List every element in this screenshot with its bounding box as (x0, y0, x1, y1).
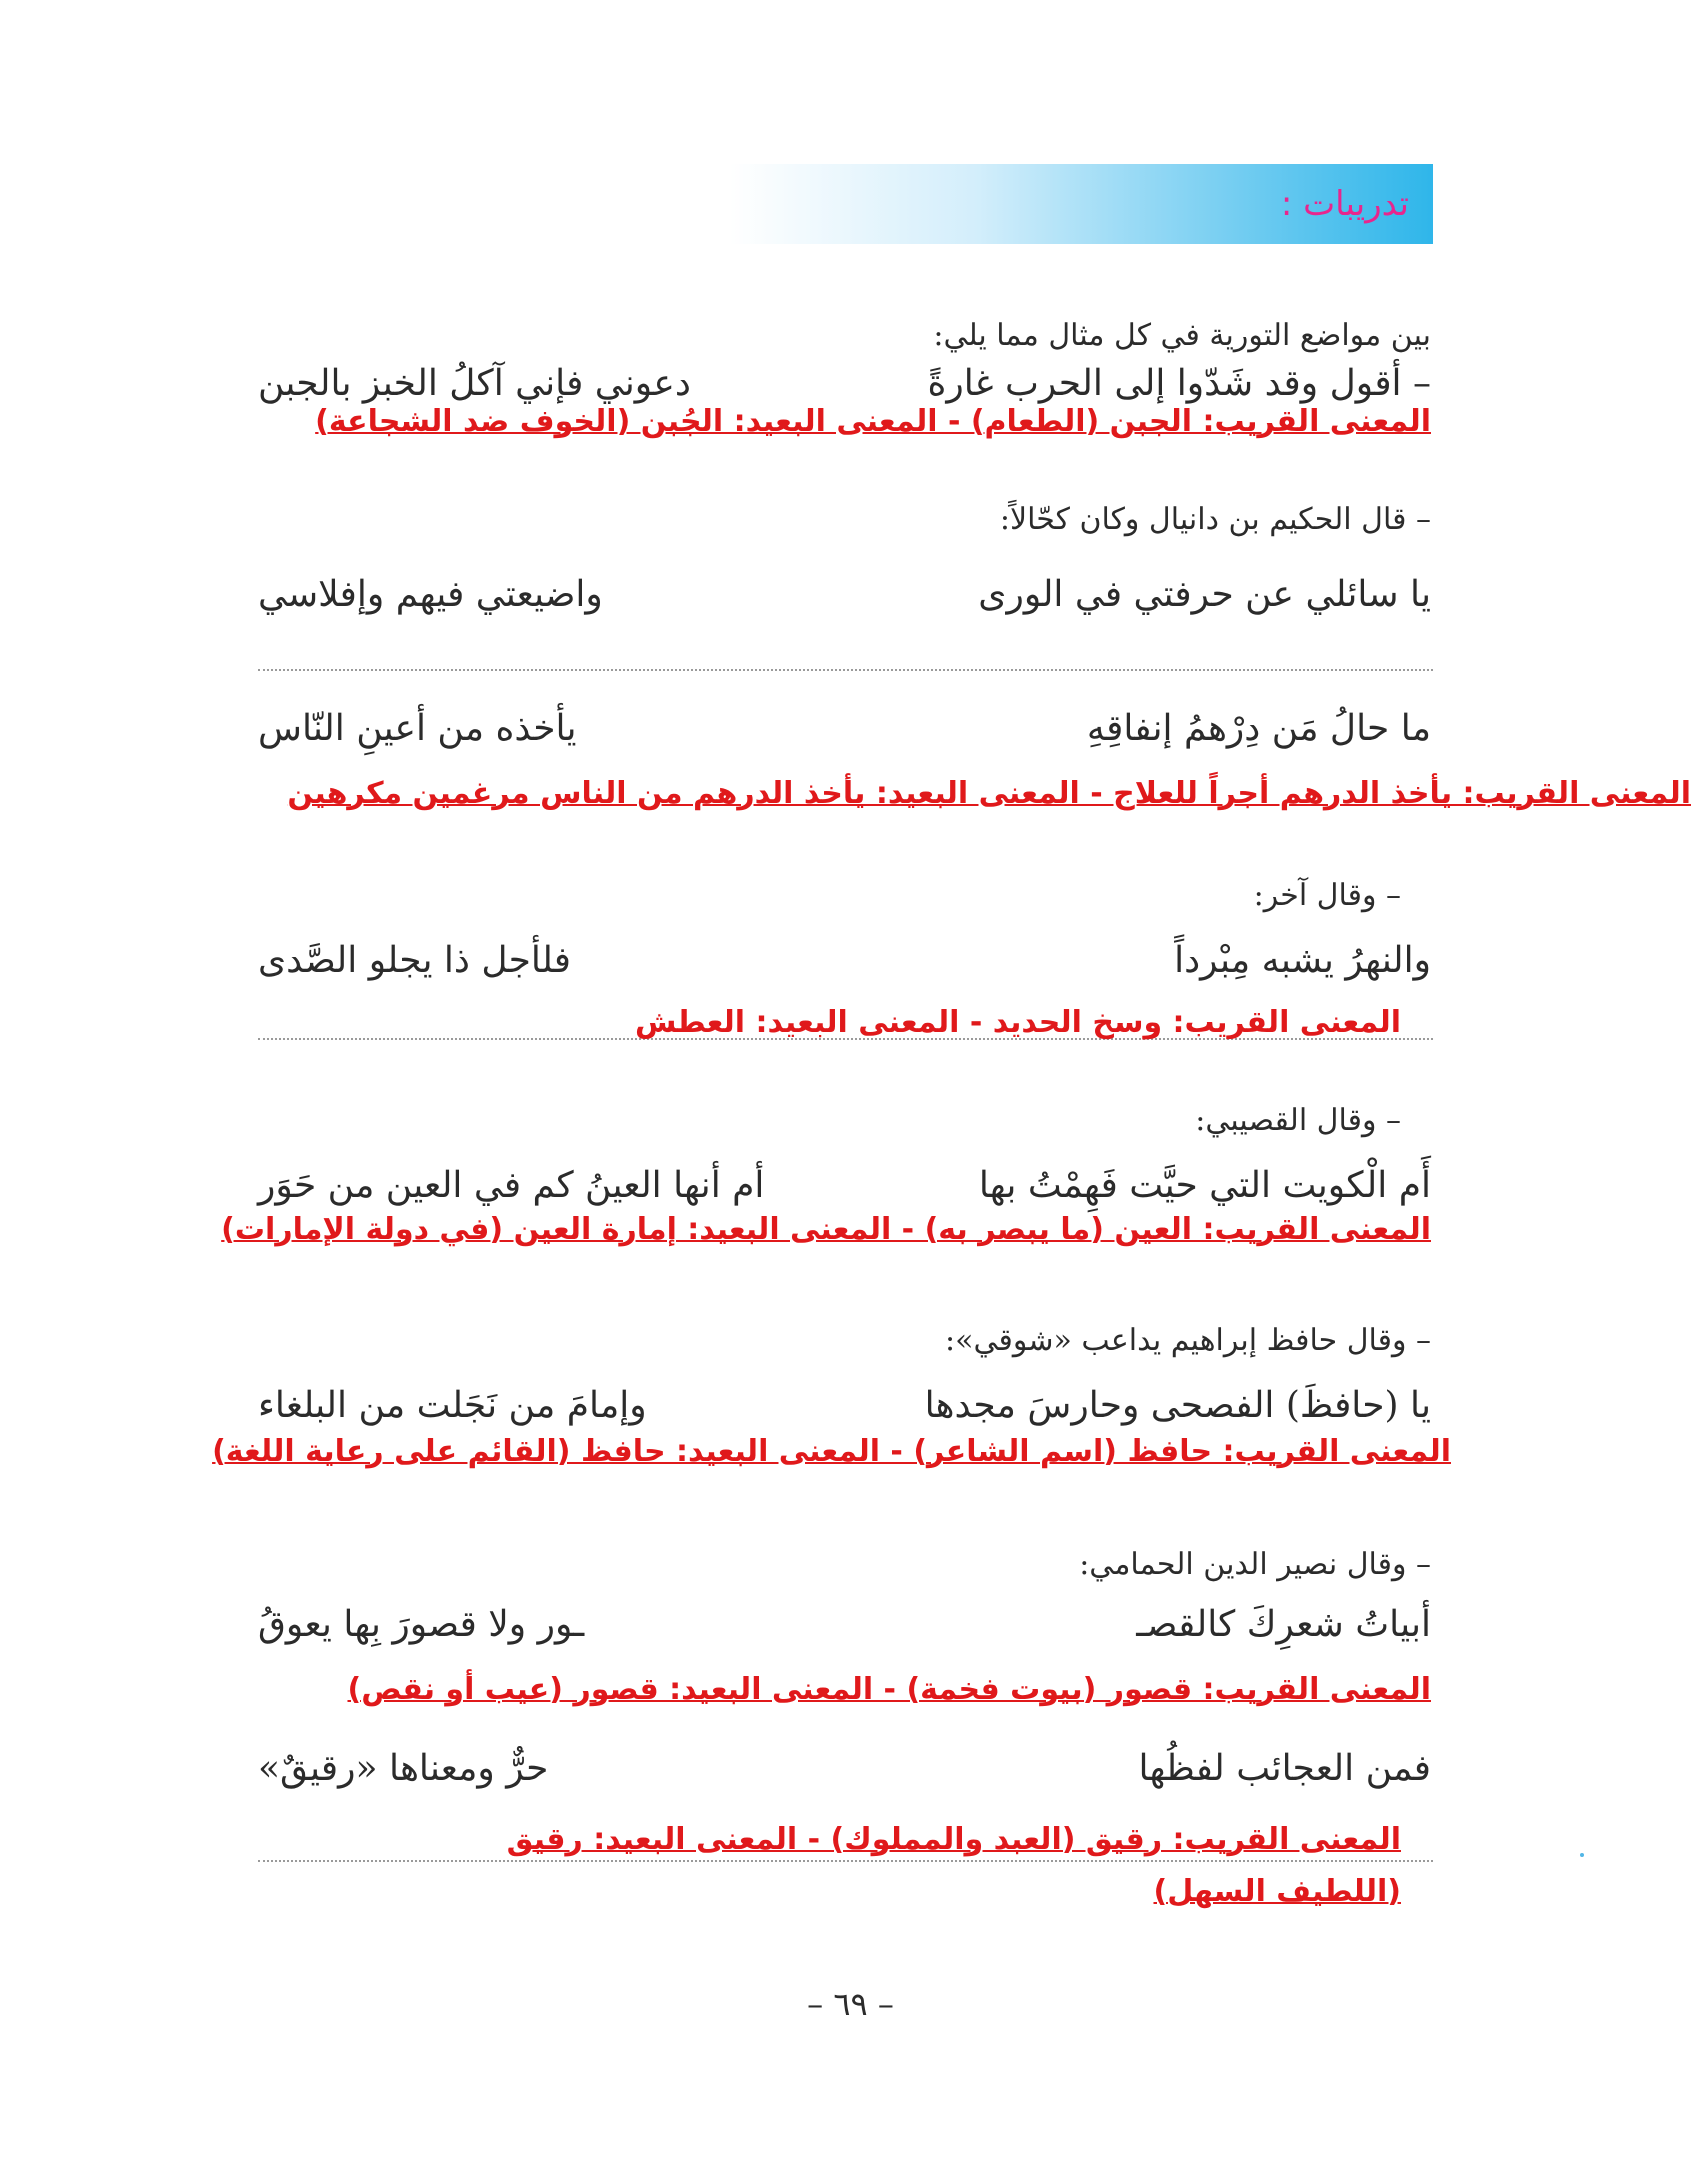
verse-right-half: فمن العجائب لفظُها (1138, 1748, 1431, 1789)
section-title: تدريبات : (1280, 184, 1409, 224)
verse-left-half: فلأجل ذا يجلو الصَّدى (258, 940, 572, 981)
verse-left-half: واضيعتي فيهم وإفلاسي (258, 574, 603, 615)
answer-text: المعنى القريب: العين (ما يبصر به) - المعنى البعيد: إمارة العين (في دولة الإمارات) (221, 1212, 1431, 1247)
answer-text: المعنى القريب: الجبن (الطعام) - المعنى البعيد: الجُبن (الخوف ضد الشجاعة) (315, 404, 1431, 439)
verse-right-half: أبياتُ شعرِكَ كالقصـ (1136, 1604, 1431, 1645)
answer-text: المعنى القريب: يأخذ الدرهم أجراً للعلاج - المعنى البعيد: يأخذ الدرهم من الناس مرغمين مكرهين (287, 776, 1691, 811)
verse-right-half: أَم الْكويت التي حيَّت فَهِمْتُ بها (978, 1165, 1431, 1206)
verse-left-half: حرٌّ ومعناها «رقيقٌ» (258, 1748, 549, 1789)
page-number: – ٦٩ – (807, 1985, 894, 2023)
verse-left-half: وإمامَ من نَجَلت من البلغاء (258, 1385, 647, 1426)
verse-right-half: والنهرُ يشبه مِبْرداً (1174, 940, 1431, 981)
exercise-intro: – قال الحكيم بن دانيال وكان كحّالاً: (999, 502, 1431, 537)
verse-right-half: – أقول وقد شَدّوا إلى الحرب غارةً (927, 363, 1431, 404)
verse-right-half: يا (حافظَ) الفصحى وحارسَ مجدها (924, 1385, 1431, 1426)
answer-line (258, 669, 1433, 671)
instruction-text: بين مواضع التورية في كل مثال مما يلي: (933, 318, 1431, 353)
answer-text: المعنى القريب: قصور (بيوت فخمة) - المعنى البعيد: قصور (عيب أو نقص) (347, 1672, 1431, 1707)
verse-left-half: أم أنها العينُ كم في العين من حَوَر (258, 1165, 765, 1206)
answer-text: المعنى القريب: حافظ (اسم الشاعر) - المعنى البعيد: حافظ (القائم على رعاية اللغة) (212, 1434, 1451, 1469)
verse-left-half: يأخذه من أعينِ النّاس (258, 708, 577, 749)
answer-line (258, 1860, 1433, 1862)
exercise-intro: – وقال نصير الدين الحمامي: (1079, 1547, 1431, 1582)
verse-left-half: دعوني فإني آكلُ الخبز بالجبن (258, 363, 691, 404)
print-speck (1580, 1853, 1584, 1857)
answer-text: المعنى القريب: رقيق (العبد والمملوك) - المعنى البعيد: رقيق (506, 1822, 1401, 1857)
verse-right-half: يا سائلي عن حرفتي في الورى (978, 574, 1431, 615)
verse-left-half: ـور ولا قصورَ بِها يعوقُ (258, 1604, 585, 1645)
answer-text: المعنى القريب: وسخ الحديد - المعنى البعيد: العطش (634, 1005, 1401, 1040)
exercise-intro: – وقال القصيبي: (1195, 1103, 1401, 1138)
exercise-intro: – وقال آخر: (1253, 878, 1401, 913)
exercise-intro: – وقال حافظ إبراهيم يداعب «شوقي»: (945, 1323, 1431, 1358)
answer-text-continued: (اللطيف السهل) (1153, 1874, 1401, 1909)
verse-right-half: ما حالُ مَن دِرْهمُ إنفاقِهِ (1086, 708, 1431, 749)
